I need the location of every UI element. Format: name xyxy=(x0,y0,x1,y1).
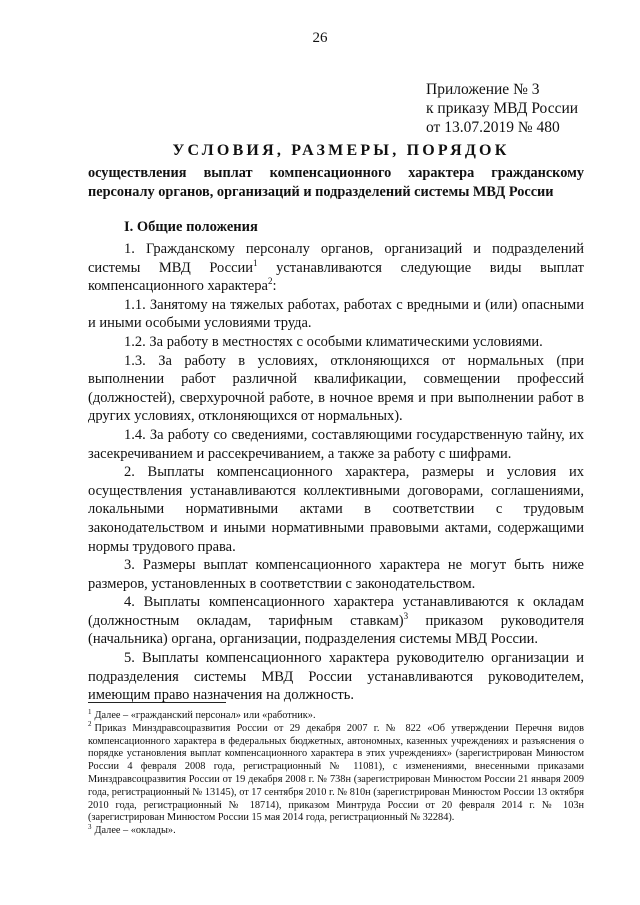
page-number: 26 xyxy=(312,30,328,46)
title-subtitle: осуществления выплат компенсационного характера гражданскому персоналу органов, организаций и подразделений системы МВД России xyxy=(88,165,584,200)
footnote-ref: 2 xyxy=(267,276,273,287)
paragraph-1-3: 1.3. За работу в условиях, отклоняющихся от нормальных (при выполнении работ различной квалификации, совмещении профессий (должностей), сверхурочной работе, в ночное время и при выполнении работ в других условиях, отклоняющихся от нормальных). xyxy=(88,352,584,425)
title-main: УСЛОВИЯ, РАЗМЕРЫ, ПОРЯДОК xyxy=(172,142,510,159)
appendix-line: Приложение № 3 xyxy=(426,81,540,98)
appendix-line: от 13.07.2019 № 480 xyxy=(426,119,560,136)
paragraph-1-1: 1.1. Занятому на тяжелых работах, работах с вредными и (или) опасными и иными особыми условиями труда. xyxy=(88,296,584,332)
footnote: $^1$ Далее – «гражданский персонал» или «работник». xyxy=(88,707,316,721)
document-title xyxy=(88,142,584,202)
footnote: $^3$ Далее – «оклады». xyxy=(88,822,176,837)
document-body xyxy=(88,240,584,705)
paragraph-4: 4. Выплаты компенсационного характера устанавливаются к окладам (должностным окладам, тарифным ставкам)$^3$ приказом руководителя (начальника) органа, организации, подразделения системы МВД России. xyxy=(88,594,584,648)
appendix-reference xyxy=(426,80,578,137)
footnote-ref: 3 xyxy=(403,611,409,622)
paragraph-1-4: 1.4. За работу со сведениями, составляющими государственную тайну, их засекречиванием и рассекречиванием, а также за работу с шифрами. xyxy=(88,426,584,462)
footnotes xyxy=(88,707,584,838)
footnote-ref: 1 xyxy=(253,257,258,268)
appendix-line: к приказу МВД России xyxy=(426,100,579,117)
paragraph-1: 1. Гражданскому персоналу органов, организаций и подразделений системы МВД России$^1$ устанавливаются следующие виды выплат компенсационного характера$^2$: xyxy=(88,241,584,295)
paragraph-1-2: 1.2. За работу в местностях с особыми климатическими условиями. xyxy=(124,333,543,350)
paragraph-2: 2. Выплаты компенсационного характера, размеры и условия их осуществления устанавливаются коллективными договорами, соглашениями, локальными нормативными актами в соответствии с трудовым законодательством и иными нормативными правовыми актами, содержащими нормы трудового права. xyxy=(88,464,584,555)
section-heading: I. Общие положения xyxy=(124,219,258,235)
paragraph-3: 3. Размеры выплат компенсационного характера не могут быть ниже размеров, установленных в соответствии с законодательством. xyxy=(88,557,584,592)
footnote: $^2$ Приказ Минздравсоцразвития России от 29 декабря 2007 г. № 822 «Об утверждении Перечня видов компенсационного характера в федеральных бюджетных, автономных, казенных учреждениях и разъяснения о порядке установления выплат компенсационного характера в этих учреждениях» (зарегистрирован Минюстом России 4 февраля 2008 года, регистрационный № 11081), с изменениями, внесенными приказами Минздравсоцразвития России от 19 декабря 2008 г. № 738н (зарегистрирован Минюстом России 21 января 2009 года, регистрационный № 13145), от 17 сентября 2010 г. № 810н (зарегистрирован Минюстом России 13 октября 2010 года, регистрационный № 18714), приказом Минтруда России от 20 февраля 2014 г. № 103н (зарегистрирован Минюстом России 15 мая 2014 года, регистрационный № 32284). xyxy=(88,720,584,824)
footnote-divider xyxy=(88,702,226,703)
paragraph-5: 5. Выплаты компенсационного характера руководителю организации и подразделения системы МВД России устанавливаются руководителем, имеющим право назначения на должность. xyxy=(88,650,584,704)
